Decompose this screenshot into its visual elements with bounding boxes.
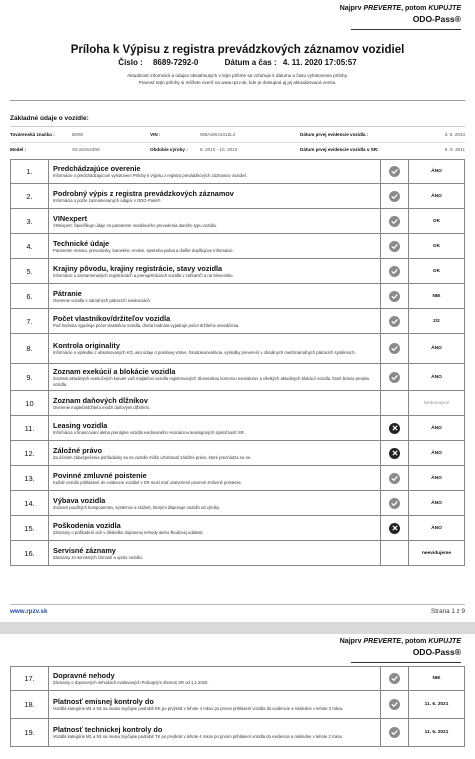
row-content xyxy=(49,416,381,440)
row-description: Vozidlá kategórie M1 a N1 sa musia zvyčajne podrobiť EK po prvýkrát v lehote 4 rokov po prvom prihlásení vozidla do evidencie a následne v lehote 2 rokov. xyxy=(53,706,344,711)
model-value: X5 xDrive30d xyxy=(72,147,100,152)
row-number: 2. xyxy=(11,184,49,208)
row-icon-cell xyxy=(381,209,409,233)
row-status: OK xyxy=(432,218,441,224)
row-content xyxy=(49,466,381,490)
row-content xyxy=(49,309,381,333)
row-description: Informácie o výsledku z absolvovaných KO, ako údaje o posilovej vrstve, fotodokumentácia, výsledky preverení v oficiálnych medzinárodných pátracích systémoch. xyxy=(53,350,356,355)
row-status: 11. 6. 2021 xyxy=(424,730,449,735)
row-title: Pátranie xyxy=(53,288,82,298)
row-status: 2/2 xyxy=(433,318,440,324)
row-number: 3. xyxy=(11,209,49,233)
row-title: Platnosť technickej kontroly do xyxy=(53,725,163,734)
row-title: Počet vlastníkov/držiteľov vozidla xyxy=(53,313,171,323)
make-value: BMW xyxy=(72,132,84,137)
row-title: Záložné právo xyxy=(53,445,103,455)
row-description: Informácie o zaznamenaných registráciách a preregistráciách vozidla v zahraničí a na Slovensku. xyxy=(53,272,234,278)
row-content xyxy=(49,491,381,515)
row-icon-cell xyxy=(381,334,409,363)
document-title: Príloha k Výpisu z registra prevádzkových záznamov vozidiel xyxy=(70,44,405,56)
row-icon-cell xyxy=(381,160,409,183)
row-description: Parametre motora, prevodovky, karosérie, emisie, spotreba paliva a ďalšie doplňujúce informácie. xyxy=(53,247,234,253)
divider xyxy=(10,604,465,605)
page-gap xyxy=(0,622,475,634)
row-title: Platnosť emisnej kontroly do xyxy=(53,697,154,706)
row-title: Servisné záznamy xyxy=(53,545,116,555)
vin-value: WBA2W41010L4 xyxy=(200,132,236,137)
row-status: OK xyxy=(432,268,441,274)
row-number: 10 xyxy=(11,391,49,415)
divider xyxy=(351,29,461,30)
row-number: 17. xyxy=(11,667,49,690)
check-icon xyxy=(389,473,400,484)
row-number: 18. xyxy=(11,691,49,718)
row-title: Technické údaje xyxy=(53,238,110,248)
table-row xyxy=(10,416,465,441)
first-reg-label: Dátum prvej evidencie vozidla : xyxy=(300,132,369,137)
document-note xyxy=(40,72,435,86)
row-description: Informácia o počte zaznamenaných údajov v ODO-Pass®. xyxy=(53,197,162,203)
check-icon xyxy=(389,166,400,177)
row-content xyxy=(49,441,381,465)
row-icon-cell xyxy=(381,516,409,540)
table-row xyxy=(10,466,465,491)
row-number: 16. xyxy=(11,541,49,565)
row-description: Každé vozidlo prihlásené do evidencie vozidiel v SR musí mať uzatvorené povinné zmluvné poistenie. xyxy=(53,479,242,485)
row-description: Vozidlá kategórie M1 a N1 sa musia zvyčajne podrobiť TK po prvýkrát v lehote 4 rokov po prvom prihlásení vozidla do evidencie a následne v lehote 2 rokov. xyxy=(53,734,344,739)
number-label: Číslo : xyxy=(118,58,143,67)
row-description: Informácia o financovaní alebo prenájme vozidla evidovaného Asociáciou leasingových spoločností SR. xyxy=(53,429,245,435)
row-number: 19. xyxy=(11,719,49,746)
table-row xyxy=(10,491,465,516)
row-description: Záznamy zo servisných činností a opráv vozidla. xyxy=(53,554,143,560)
row-number: 13. xyxy=(11,466,49,490)
first-reg-sr-label: Dátum prvej evidencie vozidla v SR: xyxy=(300,147,379,152)
table-row xyxy=(10,516,465,541)
row-description: Záznamy o poškodení ach v dôsledku dopravnej nehody alebo škodovej udalosti. xyxy=(53,529,204,535)
table-row xyxy=(10,184,465,209)
check-icon xyxy=(389,699,400,710)
row-content xyxy=(49,719,381,746)
check-icon xyxy=(389,673,400,684)
row-number: 1. xyxy=(11,160,49,183)
odo-pass-logo: ODO-Pass® xyxy=(412,647,461,657)
row-content xyxy=(49,364,381,390)
row-icon-cell xyxy=(381,691,409,718)
row-content xyxy=(49,541,381,565)
make-label: Továrenská značka : xyxy=(10,132,55,137)
row-status: neevidujeme xyxy=(421,550,452,556)
table-row xyxy=(10,334,465,364)
row-content xyxy=(49,516,381,540)
check-icon xyxy=(389,266,400,277)
row-title: Predchádzajúce overenie xyxy=(53,164,141,173)
first-reg-sr-value: 6. 9. 2011 xyxy=(444,147,465,152)
row-icon-cell xyxy=(381,391,409,415)
row-status: Nedostupné xyxy=(423,400,450,406)
model-label: Model : xyxy=(10,147,27,152)
check-icon xyxy=(389,727,400,738)
row-status: NIE xyxy=(432,676,441,681)
check-icon xyxy=(389,372,400,383)
row-title: Leasing vozidla xyxy=(53,420,108,430)
row-content xyxy=(49,334,381,363)
row-title: Kontrola originality xyxy=(53,341,120,350)
row-icon-cell xyxy=(381,466,409,490)
table-row xyxy=(10,364,465,391)
brand-header xyxy=(340,638,461,657)
vin-label: VIN : xyxy=(150,132,161,137)
table-row xyxy=(10,441,465,466)
row-status: OK xyxy=(432,243,441,249)
row-status: ÁNO xyxy=(431,525,442,531)
row-status: NIE xyxy=(432,293,441,299)
row-icon-cell xyxy=(381,234,409,258)
row-title: Dopravné nehody xyxy=(53,671,115,680)
report-table xyxy=(10,159,465,566)
row-number: 11. xyxy=(11,416,49,440)
row-icon-cell xyxy=(381,541,409,565)
divider xyxy=(10,100,465,101)
table-row xyxy=(10,541,465,566)
divider xyxy=(10,142,465,143)
note-line-1: Aktuálnosť informácií a údajov obsiahnutých v tejto prílohe sa vzťahuje k dátumu a času vyhotovenia prílohy. xyxy=(127,73,348,78)
note-line-2: Pravosť tejto prílohy si môžete overiť na www.rpzv.sk, kde je dostupná aj jej aktualizovaná verzia. xyxy=(138,80,337,85)
first-reg-value: 3. 8. 2010 xyxy=(444,132,465,137)
table-row xyxy=(10,234,465,259)
row-title: Zoznam exekúcií a blokácie vozidla xyxy=(53,366,176,376)
row-description: Zoznam aktuálnych exekučných konaní voči majiteľovi vozidla registrovaných Slovenskou komorou exekútorov a všetkých aktuálnych blokácií vozidla, ktoré bránia prepisu vozidla. xyxy=(53,375,370,387)
row-content xyxy=(49,284,381,308)
warning-x-icon xyxy=(389,523,400,534)
row-number: 7. xyxy=(11,309,49,333)
brand-tagline: Najprv PREVERTE, potom KUPUJTE xyxy=(339,5,461,12)
row-status: ÁNO xyxy=(431,425,442,431)
vehicle-info-row-2 xyxy=(10,147,465,155)
row-status: ÁNO xyxy=(431,475,442,481)
row-number: 12. xyxy=(11,441,49,465)
check-icon xyxy=(389,191,400,202)
row-status: ÁNO xyxy=(431,374,442,380)
row-title: Zoznam daňových dlžníkov xyxy=(53,395,148,405)
page-2 xyxy=(0,634,475,759)
row-icon-cell xyxy=(381,284,409,308)
row-icon-cell xyxy=(381,364,409,390)
row-description: Pod hodnota vyjadruje počet vlastníkov vozidla, druhá hodnota vyjadruje počet držiteľov osvedčenia. xyxy=(53,322,240,328)
check-icon xyxy=(389,316,400,327)
row-content xyxy=(49,184,381,208)
brand-tagline: Najprv PREVERTE, potom KUPUJTE xyxy=(339,638,461,645)
check-icon xyxy=(389,241,400,252)
row-description: VINexpert: Špecifikuje údaje zo parametre modelového prevedenia daného typu vozidla. xyxy=(53,222,217,228)
row-icon-cell xyxy=(381,441,409,465)
row-number: 15. xyxy=(11,516,49,540)
table-row xyxy=(10,259,465,284)
row-description: Overenie vozidla v národných pátracích evidenciách. xyxy=(53,297,151,303)
row-icon-cell xyxy=(381,491,409,515)
row-icon-cell xyxy=(381,667,409,690)
row-content xyxy=(49,160,381,183)
table-row xyxy=(10,309,465,334)
row-icon-cell xyxy=(381,184,409,208)
row-title: Výbava vozidla xyxy=(53,495,106,505)
row-icon-cell xyxy=(381,416,409,440)
document-number: 8689-7292-0 xyxy=(152,58,199,67)
row-number: 6. xyxy=(11,284,49,308)
row-title: Povinné zmluvné poistenie xyxy=(53,470,147,480)
row-status: ÁNO xyxy=(431,169,442,174)
row-number: 5. xyxy=(11,259,49,283)
row-content xyxy=(49,209,381,233)
divider xyxy=(351,662,461,663)
row-icon-cell xyxy=(381,719,409,746)
vehicle-info-row-1 xyxy=(10,132,465,140)
row-content xyxy=(49,391,381,415)
row-content xyxy=(49,667,381,690)
row-status: 11. 6. 2021 xyxy=(424,702,449,707)
check-icon xyxy=(389,216,400,227)
row-number: 14. xyxy=(11,491,49,515)
check-icon xyxy=(389,343,400,354)
warning-x-icon xyxy=(389,423,400,434)
row-content xyxy=(49,691,381,718)
row-description: Informácie o predchádzajúcom vyhotovení Prílohy k Výpisu z registra prevádzkových záznamov vozidiel. xyxy=(53,173,247,178)
table-row xyxy=(10,666,465,691)
period-label: Obdobie výroby : xyxy=(150,147,188,152)
report-table-continued xyxy=(10,666,465,747)
row-description: Overenie majiteľa/držiteľa medzi daňovými dlžníkmi. xyxy=(53,404,150,410)
check-icon xyxy=(389,291,400,302)
row-icon-cell xyxy=(381,309,409,333)
row-number: 4. xyxy=(11,234,49,258)
row-status: ÁNO xyxy=(431,193,442,199)
row-status: ÁNO xyxy=(431,500,442,506)
row-icon-cell xyxy=(381,259,409,283)
row-description: Zoznam použitých komponentov, systémov a služieb, ktorými disponuje vozidlo od výroby. xyxy=(53,504,220,510)
table-row xyxy=(10,691,465,719)
table-row xyxy=(10,159,465,184)
brand-header xyxy=(340,5,461,24)
period-value: 5. 2010 - 10. 2010 xyxy=(200,147,238,152)
document-id-row xyxy=(0,58,475,67)
row-status: ÁNO xyxy=(431,450,442,456)
row-title: VINexpert xyxy=(53,213,88,223)
divider xyxy=(10,126,465,127)
row-title: Podrobný výpis z registra prevádzkových záznamov xyxy=(53,188,234,198)
table-row xyxy=(10,209,465,234)
check-icon xyxy=(389,498,400,509)
warning-x-icon xyxy=(389,448,400,459)
datetime-label: Dátum a čas : xyxy=(224,58,277,67)
row-status: ÁNO xyxy=(431,346,442,351)
footer-url[interactable]: www.rpzv.sk xyxy=(10,608,48,615)
odo-pass-logo: ODO-Pass® xyxy=(412,14,461,24)
row-title: Krajiny pôvodu, krajiny registrácie, stavy vozidla xyxy=(53,263,223,273)
table-row xyxy=(10,284,465,309)
page-number: Strana 1 z 9 xyxy=(431,608,465,615)
table-row xyxy=(10,719,465,747)
row-title: Poškodenia vozidla xyxy=(53,520,121,530)
vehicle-section-title: Základné údaje o vozidle: xyxy=(10,115,89,122)
row-number: 8. xyxy=(11,334,49,363)
document-datetime: 4. 11. 2020 17:05:57 xyxy=(282,58,357,67)
row-content xyxy=(49,259,381,283)
row-content xyxy=(49,234,381,258)
table-row xyxy=(10,391,465,416)
row-description: Za účelom zabezpečenia pohľadávky sa na vozidlo môže vzťahovať záložné právo, ktoré prechádza na ne. xyxy=(53,454,252,460)
row-description: Záznamy o dopravných nehodách evidovaných Policajným zborom SR od 1.1.2020. xyxy=(53,680,209,685)
row-number: 9. xyxy=(11,364,49,390)
